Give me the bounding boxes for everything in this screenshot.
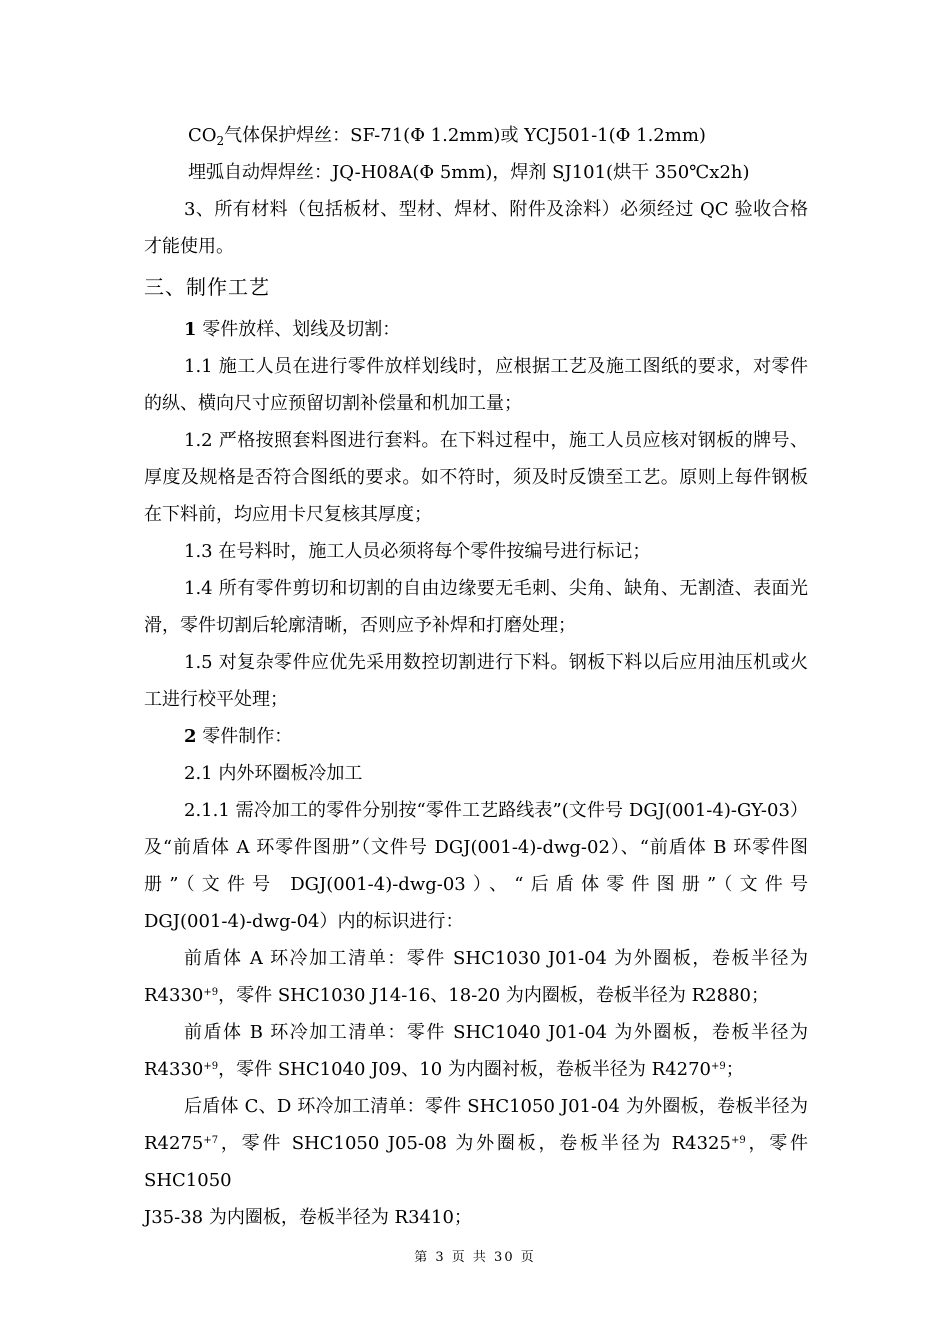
tolerance-superscript: +9: [203, 987, 219, 998]
co2-subscript: 2: [216, 134, 225, 148]
co2-text: CO: [188, 125, 217, 146]
punctuation: ；: [725, 1059, 744, 1080]
paragraph-1-1: 1.1 施工人员在进行零件放样划线时，应根据工艺及施工图纸的要求，对零件的纵、横向尺寸应预留切割补偿量和机加工量；: [144, 356, 808, 414]
front-shield-a-line-2: [144, 977, 808, 1014]
paragraph-1-3: 1.3 在号料时，施工人员必须将每个零件按编号进行标记；: [184, 541, 651, 562]
paragraph-1-4: 1.4 所有零件剪切和切割的自由边缘要无毛刺、尖角、缺角、无割渣、表面光滑，零件切割后轮廓清晰，否则应予补焊和打磨处理；: [144, 578, 808, 636]
paragraph-1-5: 1.5 对复杂零件应优先采用数控切割进行下料。钢板下料以后应用油压机或火工进行校平处理；: [144, 652, 808, 710]
front-shield-b-line-2: [144, 1051, 808, 1088]
material-qc-paragraph: 3、所有材料（包括板材、型材、焊材、附件及涂料）必须经过 QC 验收合格才能使用。: [144, 199, 808, 257]
tolerance-superscript: +9: [203, 1061, 219, 1072]
front-shield-b-line-1: 前盾体 B 环冷加工清单：零件 SHC1040 J01-04 为外圈板，卷板半径为: [184, 1022, 808, 1043]
radius-text: R4330: [144, 1059, 204, 1080]
heading-1-text: 零件放样、划线及切割：: [196, 319, 401, 340]
saw-wire-line: 埋弧自动焊焊丝：JQ-H08A(Φ 5mm)，焊剂 SJ101(烘干 350℃x2h): [188, 162, 750, 183]
rear-shield-cd-rest: ，零件 SHC1050: [144, 1133, 808, 1191]
heading-1: [144, 311, 808, 348]
radius-text: R4330: [144, 985, 204, 1006]
rear-shield-cd-mid: ，零件 SHC1050 J05-08 为外圈板，卷板半径为 R4325: [218, 1133, 731, 1154]
radius-text: R4275: [144, 1133, 204, 1154]
heading-2-number: 2: [184, 726, 197, 747]
front-shield-a-line-1: 前盾体 A 环冷加工清单：零件 SHC1030 J01-04 为外圈板，卷板半径为: [184, 948, 808, 969]
heading-1-number: 1: [184, 319, 197, 340]
paragraph-2-1: 2.1 内外环圈板冷加工: [184, 763, 363, 784]
paragraph-2-1-1-end: DGJ(001-4)-dwg-04）内的标识进行：: [144, 911, 464, 932]
co2-wire-line: [144, 117, 808, 154]
paragraph-2-1-1: 2.1.1 需冷加工的零件分别按“零件工艺路线表”(文件号 DGJ(001-4)-GY-03）及“前盾体 A 环零件图册”（文件号 DGJ(001-4)-dwg-02）、“前盾体 B 环零件图册”（文件号 DGJ(001-4)-dwg-03）、“后盾体零件图册”（文件号: [144, 800, 808, 895]
document-body: [144, 117, 808, 1236]
co2-wire-text: 气体保护焊丝：SF-71(Φ 1.2mm)或 YCJ501-1(Φ 1.2mm): [224, 125, 706, 146]
heading-2-text: 零件制作：: [196, 726, 293, 747]
tolerance-superscript: +9: [730, 1135, 746, 1146]
heading-2: [144, 718, 808, 755]
front-shield-b-rest: ，零件 SHC1040 J09、10 为内圈衬板，卷板半径为 R4270: [218, 1059, 712, 1080]
rear-shield-cd-line-3: J35-38 为内圈板，卷板半径为 R3410；: [144, 1207, 472, 1228]
rear-shield-cd-line-2: [144, 1125, 808, 1199]
section-heading-3: 三、制作工艺: [144, 275, 270, 299]
rear-shield-cd-line-1: 后盾体 C、D 环冷加工清单：零件 SHC1050 J01-04 为外圈板，卷板半径为: [184, 1096, 808, 1117]
page-footer: 第 3 页 共 30 页: [414, 1250, 536, 1265]
tolerance-superscript: +9: [711, 1061, 726, 1072]
tolerance-superscript: +7: [203, 1135, 219, 1146]
front-shield-a-rest: ，零件 SHC1030 J14-16、18-20 为内圈板，卷板半径为 R2880；: [218, 985, 769, 1006]
paragraph-1-2: 1.2 严格按照套料图进行套料。在下料过程中，施工人员应核对钢板的牌号、厚度及规格是否符合图纸的要求。如不符时，须及时反馈至工艺。原则上每件钢板在下料前，均应用卡尺复核其厚度；: [144, 430, 808, 525]
